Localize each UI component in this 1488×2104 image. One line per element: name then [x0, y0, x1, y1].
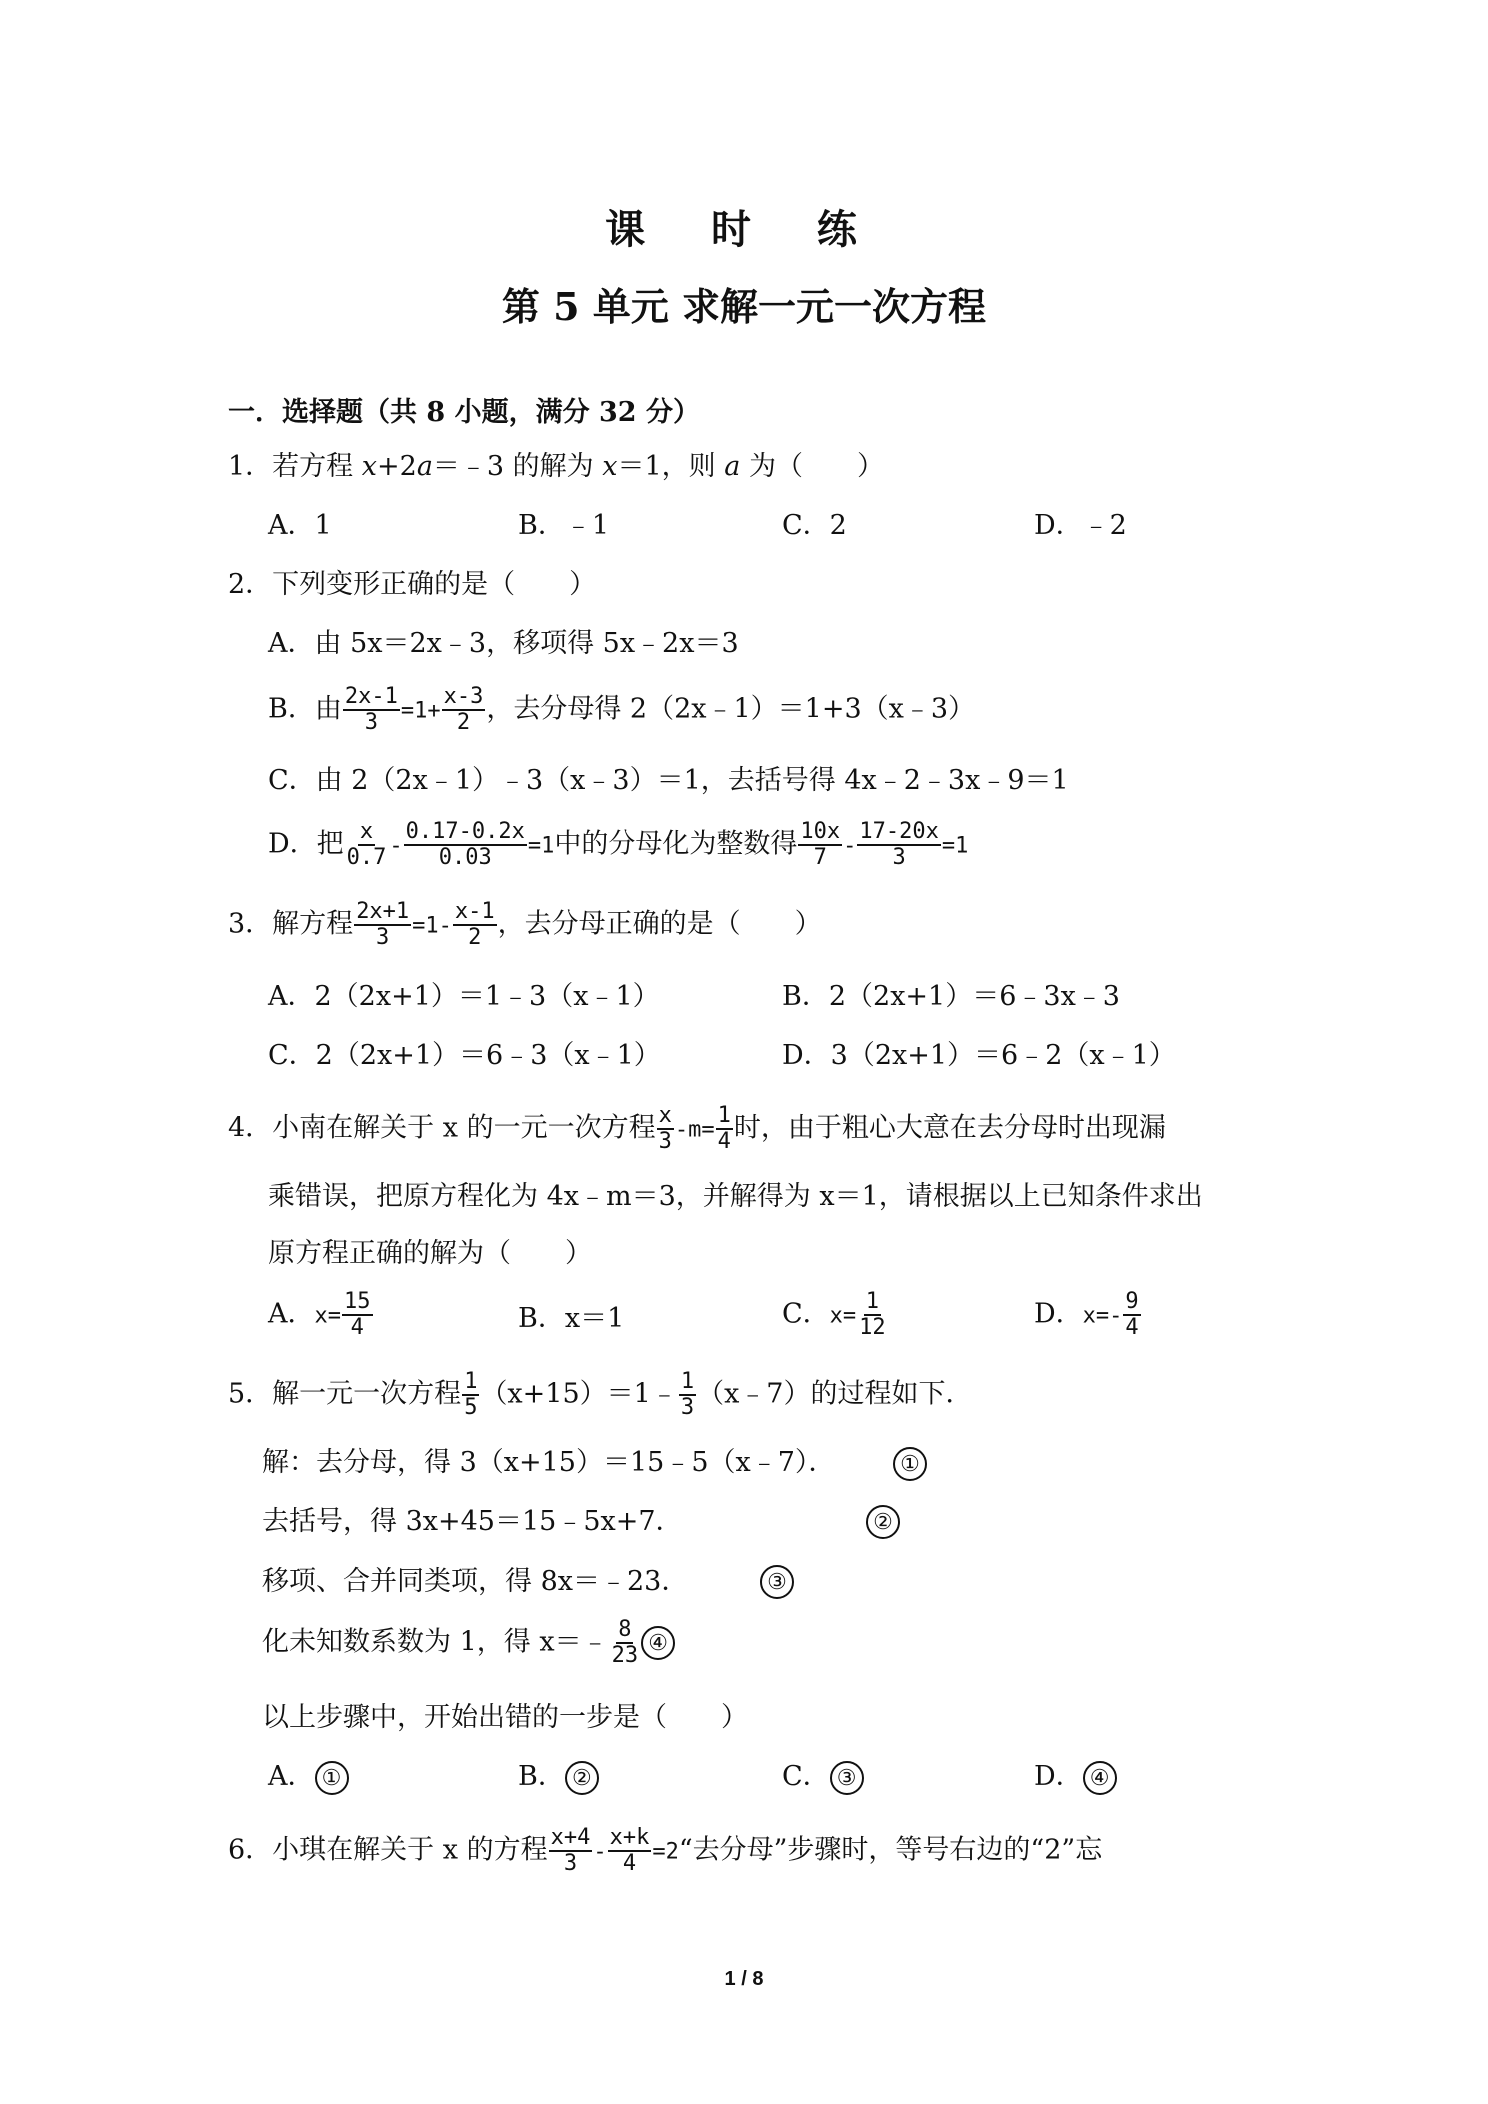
question-2: 2．下列变形正确的是（ ）: [228, 569, 597, 600]
fraction: $\frac{1}{3}$: [680, 1369, 695, 1420]
section-heading: 一．选择题（共 8 小题，满分 32 分）: [228, 397, 700, 428]
q5-step-4: 化未知数系数为 1，得 x＝﹣ $\frac{8}{23}$ ④: [262, 1618, 675, 1668]
q4-option-d: D．x=- $\frac{9}{4}$: [1034, 1289, 1139, 1340]
step-marker: ①: [893, 1447, 927, 1481]
question-4-line-2: 乘错误，把原方程化为 4x﹣m＝3，并解得为 x＝1，请根据以上已知条件求出: [268, 1181, 1203, 1212]
fraction: $\frac{17-20x}{3}$: [859, 819, 939, 870]
option-marker: ②: [565, 1761, 599, 1795]
question-6: 6．小琪在解关于 x 的方程 $\frac{x+4}{3}$ - $\frac{x+k}{4}$ =2“去分母”步骤时，等号右边的“2”忘: [228, 1825, 1103, 1876]
q5-option-c: C． ③: [782, 1760, 864, 1795]
fraction: $\frac{0.17-0.2x}{0.03}$: [405, 819, 525, 870]
question-1: 1．若方程 x+2a＝﹣3 的解为 x＝1，则 a 为（ ）: [228, 451, 884, 482]
q1-option-b: B．﹣1: [518, 510, 610, 541]
q5-step-5: 以上步骤中，开始出错的一步是（ ）: [262, 1702, 748, 1733]
fraction: $\frac{8}{23}$: [611, 1617, 639, 1668]
q5-option-a: A． ①: [268, 1760, 349, 1795]
fraction: $\frac{x}{3}$: [658, 1103, 672, 1154]
q4-option-b: B．x＝1: [518, 1303, 625, 1334]
fraction: $\frac{15}{4}$: [344, 1289, 371, 1340]
q3-option-c: C．2（2x+1）＝6﹣3（x﹣1）: [268, 1040, 661, 1071]
option-marker: ①: [315, 1761, 349, 1795]
q3-option-b: B．2（2x+1）＝6﹣3x﹣3: [782, 981, 1120, 1012]
q5-step-1: 解：去分母，得 3（x+15）＝15﹣5（x﹣7）．: [262, 1447, 836, 1478]
q1-option-c: C．2: [782, 510, 847, 541]
fraction: $\frac{x-3}{2}$: [443, 684, 484, 735]
q5-step-3: 移项、合并同类项，得 8x＝﹣23．: [262, 1566, 689, 1597]
fraction: $\frac{1}{4}$: [717, 1103, 731, 1154]
q3-option-a: A．2（2x+1）＝1﹣3（x﹣1）: [268, 981, 660, 1012]
option-marker: ③: [830, 1761, 864, 1795]
question-3: 3．解方程 $\frac{2x+1}{3}$ =1- $\frac{x-1}{2}$ ，去分母正确的是（ ）: [228, 899, 822, 950]
fraction: $\frac{2x-1}{3}$: [344, 684, 398, 735]
question-4-line-3: 原方程正确的解为（ ）: [268, 1238, 592, 1269]
fraction: $\frac{x-1}{2}$: [454, 899, 495, 950]
question-4: 4．小南在解关于 x 的一元一次方程 $\frac{x}{3}$ -m= $\frac{1}{4}$ 时，由于粗心大意在去分母时出现漏: [228, 1103, 1166, 1154]
page-title: 课 时 练: [605, 206, 883, 253]
option-marker: ④: [1083, 1761, 1117, 1795]
page-number: 1 / 8: [724, 1968, 764, 1990]
fraction: $\frac{1}{12}$: [859, 1289, 886, 1340]
fraction: $\frac{x}{0.7}$: [346, 819, 387, 870]
fraction: $\frac{2x+1}{3}$: [356, 899, 410, 950]
q5-step-2: 去括号，得 3x+45＝15﹣5x+7．: [262, 1506, 683, 1537]
q2-option-a: A．由 5x＝2x﹣3，移项得 5x﹣2x＝3: [268, 628, 739, 659]
fraction: $\frac{x+k}{4}$: [609, 1825, 650, 1876]
step-marker: ③: [760, 1565, 794, 1599]
step-marker: ②: [866, 1505, 900, 1539]
page-subtitle: 第 5 单元 求解一元一次方程: [501, 284, 987, 329]
q5-option-b: B． ②: [518, 1760, 599, 1795]
step-marker: ④: [641, 1626, 675, 1660]
q2-option-d: D．把 $\frac{x}{0.7}$ - $\frac{0.17-0.2x}{0.03}$ =1中的分母化为整数得 $\frac{10x}{7}$ - $\frac{17-20x}{3}$ =1: [268, 819, 969, 870]
q2-option-c: C．由 2（2x﹣1）﹣3（x﹣3）＝1，去括号得 4x﹣2﹣3x﹣9＝1: [268, 765, 1069, 796]
fraction: $\frac{x+4}{3}$: [550, 1825, 591, 1876]
q4-option-a: A．x= $\frac{15}{4}$: [268, 1289, 371, 1340]
q3-option-d: D．3（2x+1）＝6﹣2（x﹣1）: [782, 1040, 1176, 1071]
fraction: $\frac{10x}{7}$: [800, 819, 841, 870]
q5-option-d: D． ④: [1034, 1760, 1117, 1795]
q1-option-a: A．1: [268, 510, 332, 541]
question-5: 5．解一元一次方程 $\frac{1}{5}$ （x+15）＝1﹣ $\frac{1}{3}$ （x﹣7）的过程如下．: [228, 1369, 973, 1420]
fraction: $\frac{1}{5}$: [464, 1369, 478, 1420]
q1-option-d: D．﹣2: [1034, 510, 1127, 541]
q2-option-b: B．由 $\frac{2x-1}{3}$ =1+ $\frac{x-3}{2}$ ，去分母得 2（2x﹣1）＝1+3（x﹣3）: [268, 684, 976, 735]
q4-option-c: C．x= $\frac{1}{12}$: [782, 1289, 886, 1340]
fraction: $\frac{9}{4}$: [1125, 1289, 1139, 1340]
